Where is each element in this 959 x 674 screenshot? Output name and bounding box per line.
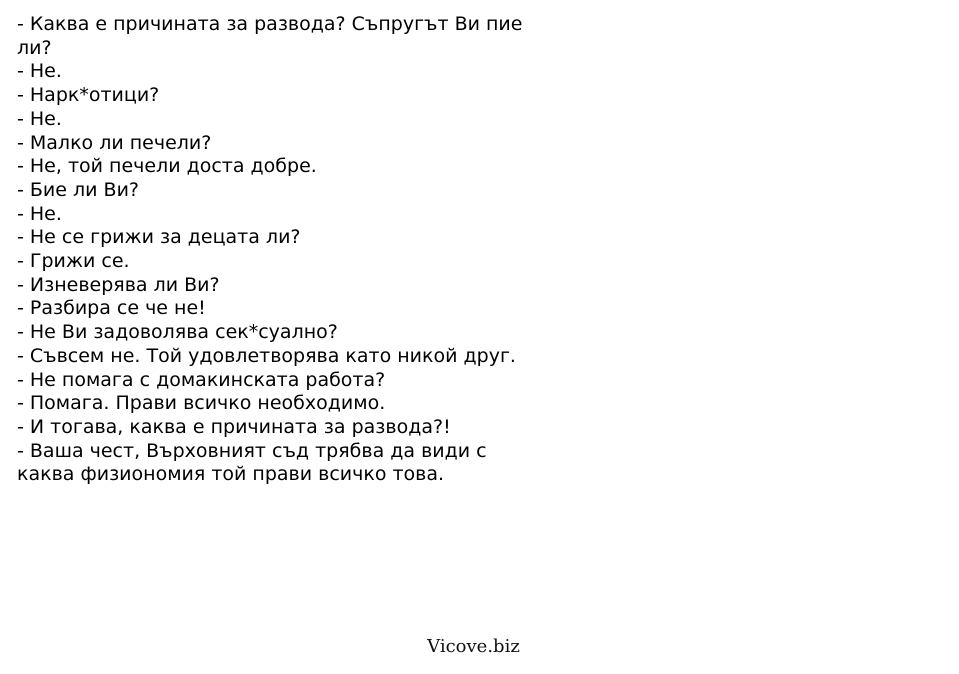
- site-watermark: Vicove.biz: [427, 636, 520, 657]
- joke-line: - Бие ли Ви?: [17, 178, 140, 201]
- joke-line: - Не.: [17, 60, 62, 83]
- joke-line: - Разбира се че не!: [17, 297, 206, 320]
- joke-line: - Малко ли печели?: [17, 131, 212, 154]
- joke-line: ли?: [17, 36, 52, 59]
- joke-line: - И тогава, каква е причината за развода?!: [17, 415, 451, 438]
- joke-line: - Нарк*отици?: [17, 84, 160, 107]
- joke-line: - Каква е причината за развода? Съпругът Ви пие: [17, 13, 523, 35]
- joke-line: - Не, той печели доста добре.: [17, 155, 317, 178]
- joke-line: - Помага. Прави всичко необходимо.: [17, 392, 386, 415]
- joke-line: - Съвсем не. Той удовлетворява като никой друг.: [17, 344, 516, 367]
- joke-line: - Не се грижи за децата ли?: [17, 226, 301, 249]
- joke-line: каква физиономия той прави всичко това.: [17, 463, 445, 486]
- joke-text: [17, 13, 577, 487]
- joke-line: - Не Ви задоволява сек*суално?: [17, 321, 338, 344]
- joke-line: - Не.: [17, 107, 62, 130]
- joke-line: - Не.: [17, 202, 62, 225]
- joke-line: - Изневерява ли Ви?: [17, 273, 220, 296]
- joke-line: - Ваша чест, Върховният съд трябва да види с: [17, 439, 487, 462]
- joke-line: - Грижи се.: [17, 250, 130, 273]
- joke-line: - Не помага с домакинската работа?: [17, 368, 386, 391]
